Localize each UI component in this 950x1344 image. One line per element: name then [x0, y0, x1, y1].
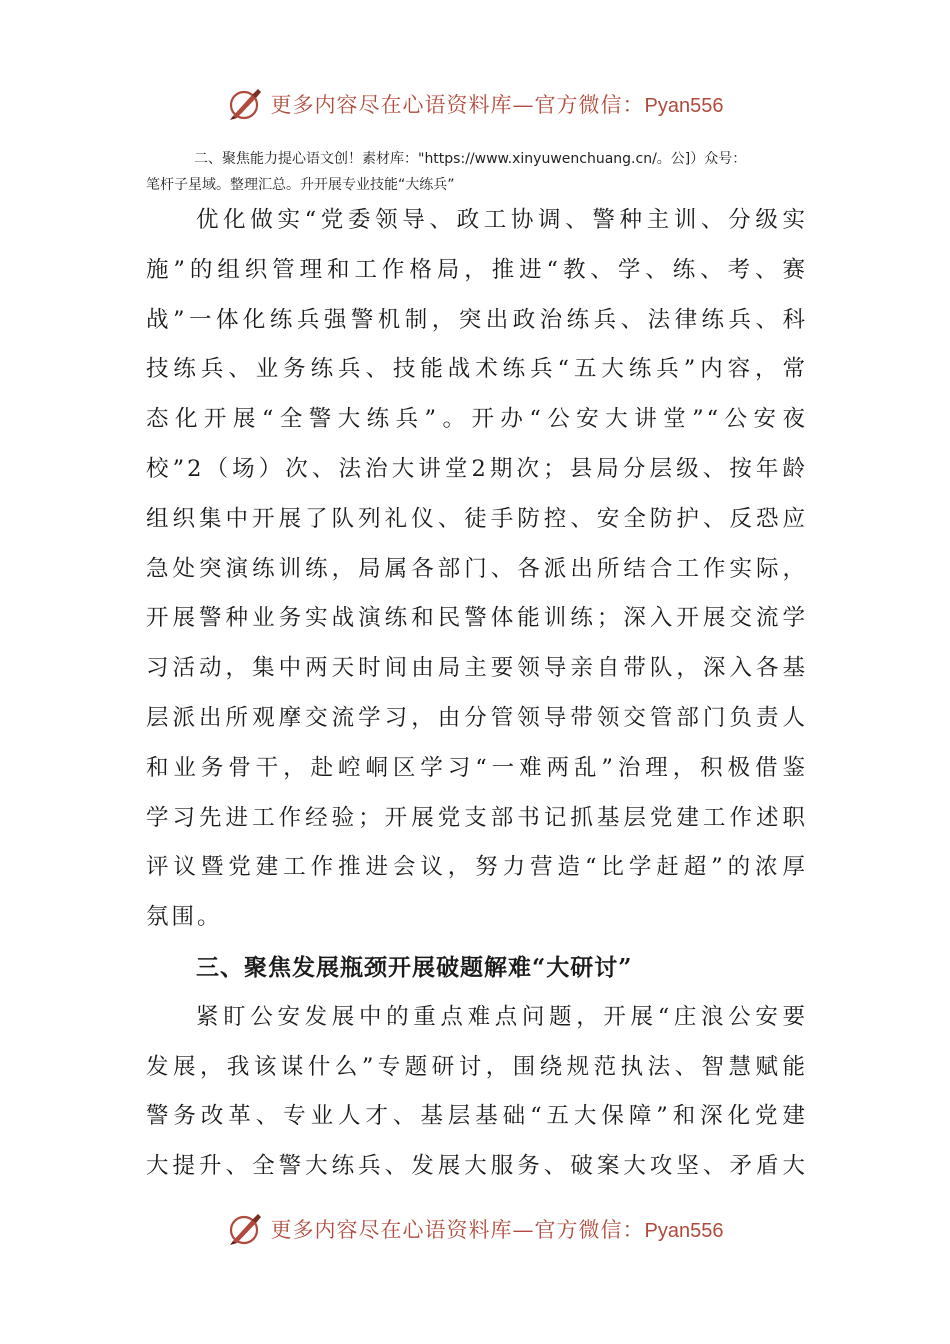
text-line: 评议暨党建工作推进会议，努力营造“比学赶超”的浓厚	[146, 854, 808, 881]
note-line-1: 二、聚焦能力提心语文创！素材库："https://www.xinyuwenchuang.cn/。公]）众号：	[194, 151, 747, 167]
text-line: 层派出所观摩交流学习，由分管领导带领交管部门负责人	[146, 704, 808, 731]
text-line: 习活动，集中两天时间由局主要领导亲自带队，深入各基	[146, 655, 808, 682]
text-line: 组织集中开展了队列礼仪、徒手防控、安全防护、反恐应	[146, 505, 808, 532]
text-line: 急处突演练训练，局属各部门、各派出所结合工作实际，	[146, 555, 808, 582]
pen-logo-icon	[227, 86, 263, 122]
text-line: 警务改革、专业人才、基层基础“五大保障”和深化党建	[146, 1103, 808, 1130]
paragraph-1	[146, 196, 808, 943]
banner-text: 更多内容尽在心语资料库—官方微信：Pyan556	[270, 93, 724, 117]
text-line: 施”的组织管理和工作格局，推进“教、学、练、考、赛	[146, 256, 808, 283]
paragraph-2	[146, 993, 808, 1192]
text-line: 技练兵、业务练兵、技能战术练兵“五大练兵”内容，常	[146, 356, 808, 383]
text-line: 氛围。	[146, 904, 223, 931]
header-banner	[0, 82, 950, 126]
text-line: 学习先进工作经验；开展党支部书记抓基层党建工作述职	[146, 804, 808, 831]
source-note	[146, 146, 826, 198]
note-line-2: 笔杆子星域。整理汇总。升开展专业技能“大练兵”	[146, 177, 455, 193]
text-line: 发展，我该谋什么”专题研讨，围绕规范执法、智慧赋能	[146, 1053, 808, 1080]
text-line: 大提升、全警大练兵、发展大服务、破案大攻坚、矛盾大	[146, 1153, 808, 1180]
text-line: 开展警种业务实战演练和民警体能训练；深入开展交流学	[146, 605, 808, 632]
text-line: 校”2（场）次、法治大讲堂2期次；县局分层级、按年龄	[146, 455, 808, 482]
document-body	[146, 196, 808, 1192]
text-line: 和业务骨干，赴崆峒区学习“一难两乱”治理，积极借鉴	[146, 754, 808, 781]
text-line: 优化做实“党委领导、政工协调、警种主训、分级实	[196, 207, 808, 233]
text-line: 战”一体化练兵强警机制，突出政治练兵、法律练兵、科	[146, 306, 808, 333]
banner-text: 更多内容尽在心语资料库—官方微信：Pyan556	[270, 1218, 724, 1242]
pen-logo-icon	[227, 1211, 263, 1247]
footer-banner	[0, 1207, 950, 1251]
text-line: 态化开展“全警大练兵”。开办“公安大讲堂”“公安夜	[146, 406, 808, 433]
section-heading-3: 三、聚焦发展瓶颈开展破题解难“大研讨”	[196, 953, 633, 981]
text-line: 紧盯公安发展中的重点难点问题，开展“庄浪公安要	[196, 1003, 808, 1030]
